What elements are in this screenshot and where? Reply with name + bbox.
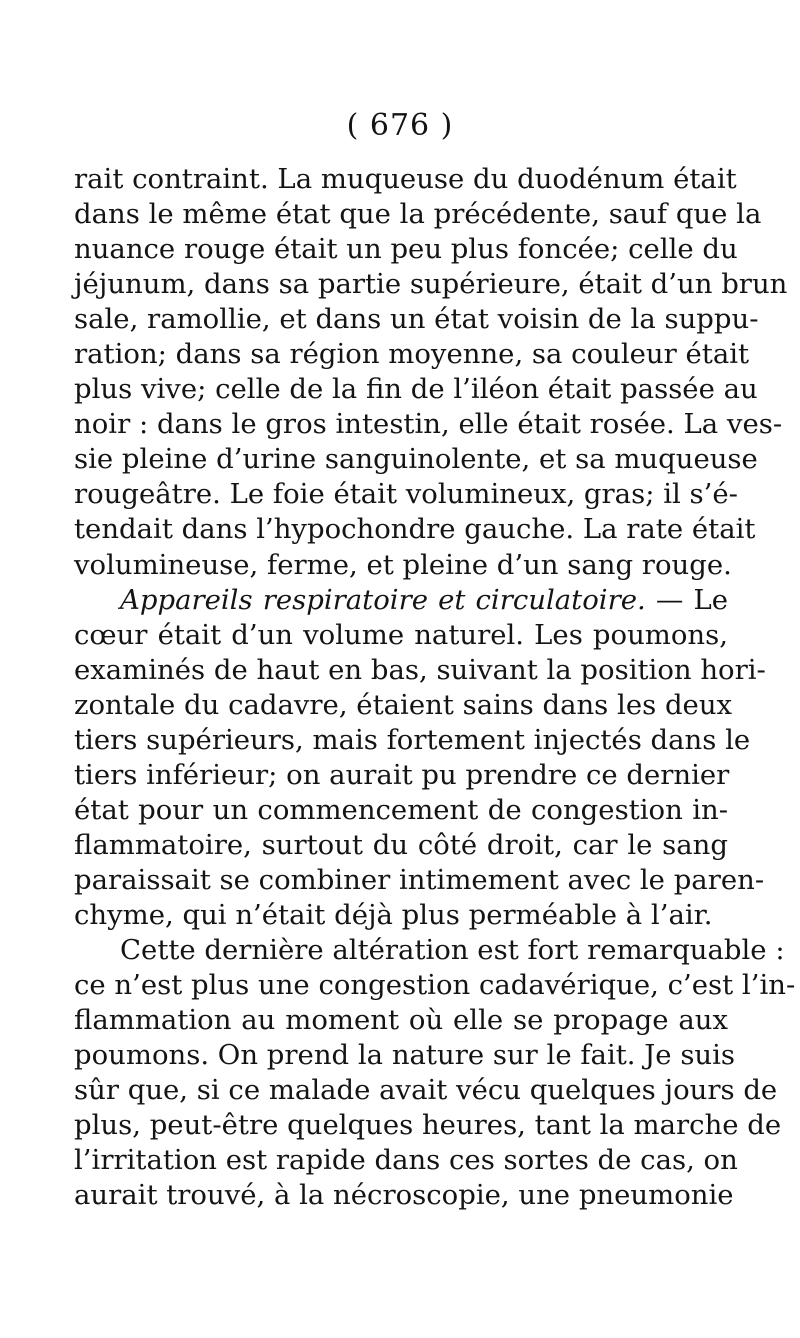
text-line: rait contraint. La muqueuse du duodénum était bbox=[74, 163, 737, 195]
page-number: ( 676 ) bbox=[346, 108, 454, 143]
text-line: poumons. On prend la nature sur le fait. Je suis bbox=[74, 1039, 736, 1072]
body-text bbox=[74, 162, 796, 1213]
text-line: paraissait se combiner intimement avec le paren- bbox=[74, 863, 765, 896]
section-heading: Appareils respiratoire et circulatoire. bbox=[120, 583, 646, 616]
text-line: sale, ramollie, et dans un état voisin de la suppu- bbox=[74, 303, 759, 336]
text-line: tiers inférieur; on aurait pu prendre ce dernier bbox=[74, 758, 730, 791]
text-line: volumineuse, ferme, et pleine d’un sang rouge. bbox=[74, 548, 732, 581]
text-line: rougeâtre. Le foie était volumineux, gras; il s’é- bbox=[74, 478, 738, 511]
text-line: ration; dans sa région moyenne, sa couleur était bbox=[74, 338, 750, 371]
text-line: aurait trouvé, à la nécroscopie, une pneumonie bbox=[74, 1179, 734, 1212]
text-line: état pour un commencement de congestion in- bbox=[74, 793, 728, 826]
text-line: ce n’est plus une congestion cadavérique, c’est l’in- bbox=[74, 969, 796, 1002]
text-line: plus, peut-être quelques heures, tant la marche de bbox=[74, 1109, 782, 1142]
section-heading-rest: — Le bbox=[645, 583, 729, 616]
text-line: sie pleine d’urine sanguinolente, et sa muqueuse bbox=[74, 443, 758, 476]
text-line: zontale du cadavre, étaient sains dans les deux bbox=[74, 688, 733, 721]
text-line: examinés de haut en bas, suivant la position hori- bbox=[74, 653, 766, 686]
text-line: flammation au moment où elle se propage aux bbox=[74, 1004, 728, 1037]
text-line: flammatoire, surtout du côté droit, car le sang bbox=[74, 828, 728, 861]
text-line: jéjunum, dans sa partie supérieure, était d’un brun bbox=[74, 268, 788, 301]
text-line: Cette dernière altération est fort remarquable : bbox=[120, 934, 785, 967]
text-line: l’irritation est rapide dans ces sortes de cas, on bbox=[74, 1144, 738, 1177]
section-heading-line bbox=[74, 583, 728, 618]
text-line: plus vive; celle de la fin de l’iléon était passée au bbox=[74, 373, 758, 406]
text-line: tiers supérieurs, mais fortement injectés dans le bbox=[74, 723, 751, 756]
text-line: tendait dans l’hypochondre gauche. La rate était bbox=[74, 513, 756, 546]
text-line: dans le même état que la précédente, sauf que la bbox=[74, 198, 762, 231]
text-line: sûr que, si ce malade avait vécu quelques jours de bbox=[74, 1074, 778, 1107]
text-line: noir : dans le gros intestin, elle était rosée. La ves- bbox=[74, 408, 783, 441]
text-line: nuance rouge était un peu plus foncée; celle du bbox=[74, 233, 738, 266]
text-line: chyme, qui n’était déjà plus perméable à l’air. bbox=[74, 898, 713, 931]
text-line: cœur était d’un volume naturel. Les poumons, bbox=[74, 618, 728, 651]
